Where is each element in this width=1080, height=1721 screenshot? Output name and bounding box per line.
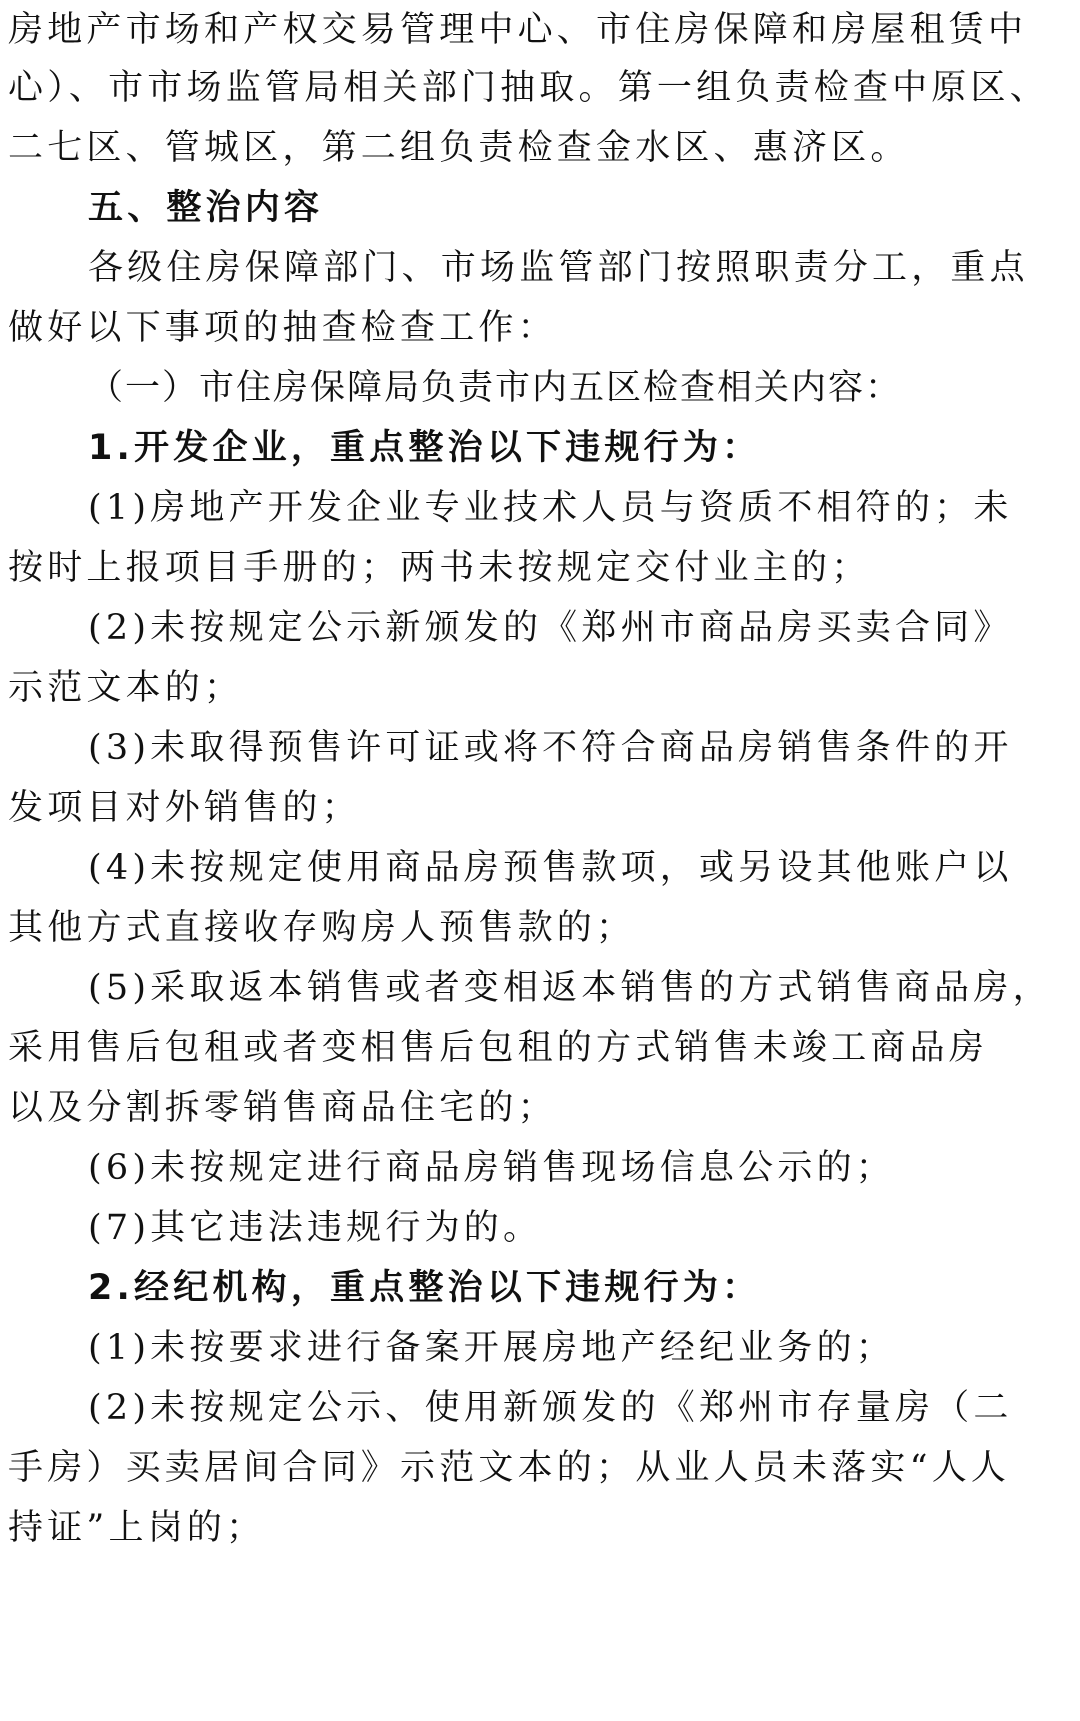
text-line-19: 以及分割拆零销售商品住宅的； [8, 1088, 557, 1128]
text-line-11: (2)未按规定公示新颁发的《郑州市商品房买卖合同》 [88, 608, 1013, 648]
section-heading-five: 五、整治内容 [88, 188, 324, 228]
text-line-10: 按时上报项目手册的；两书未按规定交付业主的； [8, 548, 871, 588]
text-line-20: (6)未按规定进行商品房销售现场信息公示的； [88, 1148, 895, 1188]
text-line-18: 采用售后包租或者变相售后包租的方式销售未竣工商品房 [8, 1028, 989, 1068]
text-line-21: (7)其它违法违规行为的。 [88, 1208, 543, 1248]
text-line-1: 房地产市场和产权交易管理中心、市住房保障和房屋租赁中 [8, 10, 1028, 50]
text-line-15: (4)未按规定使用商品房预售款项，或另设其他账户以 [88, 848, 1013, 888]
text-line-6: 做好以下事项的抽查检查工作： [8, 308, 557, 348]
text-line-12: 示范文本的； [8, 668, 244, 708]
text-line-13: (3)未取得预售许可证或将不符合商品房销售条件的开 [88, 728, 1013, 768]
text-line-25: 手房）买卖居间合同》示范文本的；从业人员未落实“人人 [8, 1448, 1011, 1488]
text-line-9: (1)房地产开发企业专业技术人员与资质不相符的；未 [88, 488, 1013, 528]
text-line-24: (2)未按规定公示、使用新颁发的《郑州市存量房（二 [88, 1388, 1013, 1428]
text-line-14: 发项目对外销售的； [8, 788, 361, 828]
text-line-26: 持证”上岗的； [8, 1508, 266, 1548]
text-line-16: 其他方式直接收存购房人预售款的； [8, 908, 636, 948]
text-line-2: 心）、市市场监管局相关部门抽取。第一组负责检查中原区、 [8, 68, 1049, 108]
subsection-heading-one: （一）市住房保障局负责市内五区检查相关内容： [88, 368, 903, 408]
text-line-3: 二七区、管城区，第二组负责检查金水区、惠济区。 [8, 128, 910, 168]
item-heading-developer: 1.开发企业，重点整治以下违规行为： [88, 428, 762, 468]
item-heading-agency: 2.经纪机构，重点整治以下违规行为： [88, 1268, 762, 1308]
text-line-23: (1)未按要求进行备案开展房地产经纪业务的； [88, 1328, 895, 1368]
text-line-5: 各级住房保障部门、市场监管部门按照职责分工，重点 [88, 248, 1029, 288]
text-line-17: (5)采取返本销售或者变相返本销售的方式销售商品房， [88, 968, 1052, 1008]
